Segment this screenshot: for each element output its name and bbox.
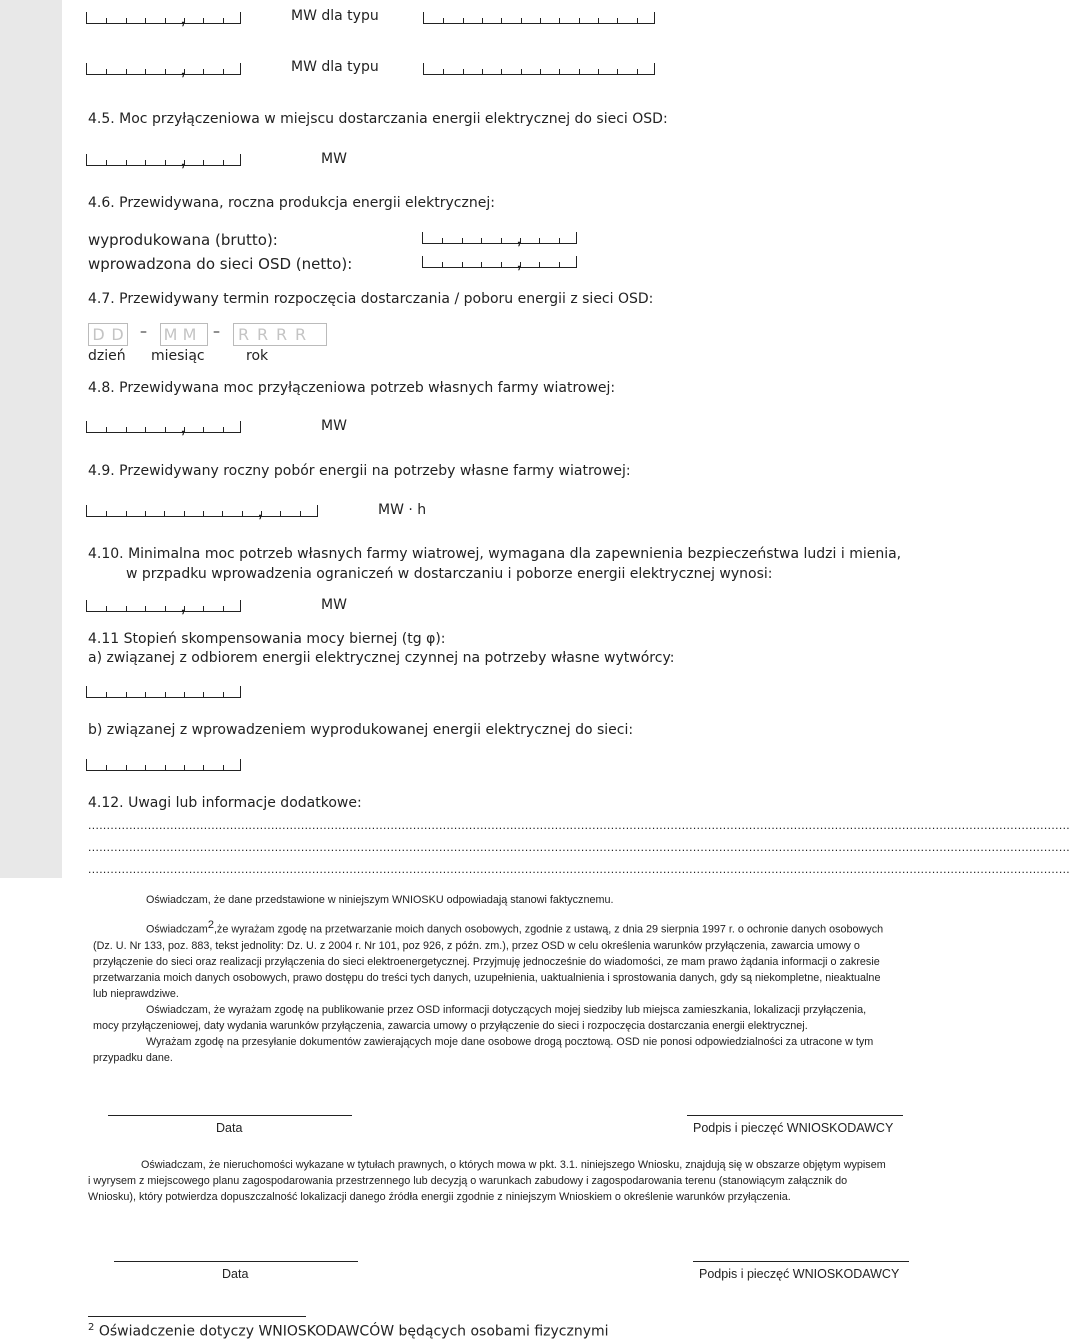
digit-separator xyxy=(203,511,204,516)
digit-separator xyxy=(106,765,107,770)
declaration-line: i wyrysem z miejscowego planu zagospodarowania przestrzennego lub decyzją o warunkach zabudowy i zagospodarowania terenu (stanowiącym załącznik do xyxy=(88,1175,848,1187)
section-4-7-heading: 4.7. Przewidywany termin rozpoczęcia dostarczania / poboru energii z sieci OSD: xyxy=(88,291,654,307)
digit-separator xyxy=(126,18,127,23)
decimal-comma: , xyxy=(180,62,186,79)
digit-separator xyxy=(443,18,444,23)
digit-separator xyxy=(501,238,502,243)
digit-separator xyxy=(145,511,146,516)
digit-separator xyxy=(203,69,204,74)
digit-separator xyxy=(126,606,127,611)
digit-separator xyxy=(617,69,618,74)
declaration-line: przyłączenie do sieci oraz realizacji przyłączenia do sieci elektroenergetycznej. Przyjmuję jednocześnie do wiadomości, ze mam prawo żądania informacji o zakresie xyxy=(93,955,880,968)
section-4-10-heading-cont: w przpadku wprowadzenia ograniczeń w dostarczaniu i poborze energii elektrycznej wynosi: xyxy=(126,566,773,582)
digit-separator xyxy=(223,692,224,697)
signature-line[interactable] xyxy=(687,1115,903,1116)
declaration-line: mocy przyłączeniowej, daty wydania warunków przyłączenia, zawarcia umowy o przyłączenie do sieci i rozpoczęcia dostarczania energii elektrycznej. xyxy=(93,1019,808,1032)
declaration-publication: Oświadczam, że wyrażam zgodę na publikowanie przez OSD informacji dotyczących mojej siedziby lub miejsca zamieszkania, lokalizacji przyłączenia, xyxy=(146,1003,867,1016)
digit-separator xyxy=(242,511,243,516)
netto-field[interactable] xyxy=(422,255,577,272)
date-label: Data xyxy=(222,1267,249,1281)
digit-separator xyxy=(126,765,127,770)
own-needs-energy-field[interactable] xyxy=(86,504,318,521)
date-label: Data xyxy=(216,1121,243,1135)
digit-separator xyxy=(598,18,599,23)
digit-separator xyxy=(501,69,502,74)
digit-separator xyxy=(106,69,107,74)
remarks-line-1[interactable]: ....................................................................................................................................................................................................................................................................... xyxy=(88,818,1070,832)
digit-separator xyxy=(165,692,166,697)
decimal-comma: , xyxy=(180,153,186,170)
digit-separator xyxy=(540,18,541,23)
declaration-line: przetwarzania moich danych osobowych, prawo dostępu do treści tych danych, uzupełnienia, uaktualnienia i sprostowania danych, gdy są niekompletne, nieaktualne xyxy=(93,971,881,984)
digit-separator xyxy=(481,262,482,267)
digit-separator xyxy=(539,262,540,267)
digit-separator xyxy=(126,69,127,74)
digit-separator xyxy=(598,69,599,74)
section-4-10-heading: 4.10. Minimalna moc potrzeb własnych farmy wiatrowej, wymagana dla zapewnienia bezpieczeństwa ludzi i mienia, xyxy=(88,546,902,562)
digit-separator xyxy=(145,765,146,770)
page-margin-bar xyxy=(0,0,62,878)
digit-separator xyxy=(559,238,560,243)
connection-power-field[interactable] xyxy=(86,153,241,170)
digit-separator xyxy=(203,18,204,23)
day-field[interactable] xyxy=(88,323,128,346)
digit-separator xyxy=(203,160,204,165)
digit-separator xyxy=(559,18,560,23)
digit-separator xyxy=(442,238,443,243)
digit-separator xyxy=(165,606,166,611)
digit-separator xyxy=(203,765,204,770)
brutto-label: wyprodukowana (brutto): xyxy=(88,231,278,249)
minimum-power-field[interactable] xyxy=(86,599,241,616)
digit-separator xyxy=(184,692,185,697)
digit-separator xyxy=(106,427,107,432)
footnote xyxy=(88,1322,609,1340)
declaration-text: ,że wyrażam zgodę na przetwarzanie moich danych osobowych, zgodnie z ustawą, z dnia 29 sierpnia 1997 r. o ochronie danych osobowych xyxy=(213,923,884,936)
digit-separator xyxy=(106,606,107,611)
digit-separator xyxy=(165,69,166,74)
digit-separator xyxy=(462,262,463,267)
unit-label: MW dla typu xyxy=(291,59,379,75)
footnote-ref: 2 xyxy=(207,919,214,931)
year-placeholder: R xyxy=(275,325,288,344)
declaration-line: Oświadczam, że nieruchomości wykazane w tytułach prawnych, o których mowa w pkt. 3.1. niniejszego Wniosku, znajdują się w obszarze objętym wypisem xyxy=(141,1159,886,1171)
declaration-line: lub nieprawdziwe. xyxy=(93,987,179,1000)
signature-label: Podpis i pieczęć WNIOSKODAWCY xyxy=(699,1267,900,1281)
digit-separator xyxy=(280,511,281,516)
digit-separator xyxy=(106,692,107,697)
digit-separator xyxy=(165,765,166,770)
digit-separator xyxy=(521,18,522,23)
digit-separator xyxy=(579,69,580,74)
digit-separator xyxy=(126,427,127,432)
tg-phi-b-field[interactable] xyxy=(86,759,241,771)
digit-separator xyxy=(203,692,204,697)
unit-label: MW xyxy=(321,418,347,434)
section-4-9-heading: 4.9. Przewidywany roczny pobór energii na potrzeby własne farmy wiatrowej: xyxy=(88,463,631,479)
digit-separator xyxy=(501,262,502,267)
section-4-11-heading: 4.11 Stopień skompensowania mocy biernej (tg φ): xyxy=(88,631,446,647)
remarks-line-2[interactable]: ....................................................................................................................................................................................................................................................................... xyxy=(88,840,1070,854)
digit-separator xyxy=(223,69,224,74)
section-4-11-b-label: b) związanej z wprowadzeniem wyprodukowanej energii elektrycznej do sieci: xyxy=(88,722,634,738)
digit-separator xyxy=(223,427,224,432)
year-placeholder: R xyxy=(256,325,269,344)
section-4-5-heading: 4.5. Moc przyłączeniowa w miejscu dostarczania energii elektrycznej do sieci OSD: xyxy=(88,111,668,127)
mw-value-field-2[interactable] xyxy=(86,62,241,79)
footnote-text: Oświadczenie dotyczy WNIOSKODAWCÓW będących osobami fizycznymi xyxy=(98,1323,609,1340)
unit-label: MW xyxy=(321,151,347,167)
digit-separator xyxy=(184,511,185,516)
digit-separator xyxy=(223,765,224,770)
digit-separator xyxy=(184,765,185,770)
digit-separator xyxy=(222,511,223,516)
digit-separator xyxy=(442,262,443,267)
digit-separator xyxy=(559,262,560,267)
digit-separator xyxy=(617,18,618,23)
digit-separator xyxy=(223,606,224,611)
digit-separator xyxy=(126,160,127,165)
digit-separator xyxy=(203,427,204,432)
digit-separator xyxy=(106,511,107,516)
decimal-comma: , xyxy=(180,599,186,616)
digit-separator xyxy=(223,160,224,165)
digit-separator xyxy=(126,511,127,516)
footnote-separator xyxy=(88,1316,306,1317)
brutto-field[interactable] xyxy=(422,231,577,248)
unit-label: MW · h xyxy=(378,502,427,518)
year-label: rok xyxy=(246,348,269,364)
year-placeholder: R xyxy=(294,325,307,344)
decimal-comma: , xyxy=(180,420,186,437)
mw-value-field-1[interactable] xyxy=(86,11,241,28)
footnote-number: 2 xyxy=(88,1322,95,1333)
digit-separator xyxy=(223,18,224,23)
declaration-line: Wniosku), który potwierdza dopuszczalność lokalizacji danego źródła energii zgodnie z niniejszym Wnioskiem o określenie warunków przyłączenia. xyxy=(88,1191,791,1203)
digit-separator xyxy=(126,692,127,697)
declaration-line: (Dz. U. Nr 133, poz. 883, tekst jednolity: Dz. U. z 2004 r. Nr 101, poz 926, z późn. zm.), przez OSD w celu określenia warunków przyłączenia, zawarcia umowy o xyxy=(93,939,860,952)
unit-label: MW xyxy=(321,597,347,613)
signature-label: Podpis i pieczęć WNIOSKODAWCY xyxy=(693,1121,894,1135)
section-4-11-a-label: a) związanej z odbiorem energii elektrycznej czynnej na potrzeby własne wytwórcy: xyxy=(88,650,675,666)
declaration-truth: Oświadczam, że dane przedstawione w niniejszym WNIOSKU odpowiadają stanowi faktycznemu. xyxy=(146,894,614,906)
section-4-8-heading: 4.8. Przewidywana moc przyłączeniowa potrzeb własnych farmy wiatrowej: xyxy=(88,380,616,396)
digit-separator xyxy=(165,160,166,165)
digit-separator xyxy=(443,69,444,74)
digit-separator xyxy=(501,18,502,23)
section-4-6-heading: 4.6. Przewidywana, roczna produkcja energii elektrycznej: xyxy=(88,195,495,211)
digit-separator xyxy=(539,238,540,243)
month-placeholder: M xyxy=(163,325,178,344)
digit-separator xyxy=(145,69,146,74)
digit-separator xyxy=(481,238,482,243)
digit-separator xyxy=(145,606,146,611)
digit-separator xyxy=(521,69,522,74)
day-placeholder: D xyxy=(92,325,105,344)
digit-separator xyxy=(462,238,463,243)
digit-separator xyxy=(145,18,146,23)
section-4-12-heading: 4.12. Uwagi lub informacje dodatkowe: xyxy=(88,795,362,811)
day-placeholder: D xyxy=(111,325,124,344)
declaration-line: przypadku dane. xyxy=(93,1051,173,1064)
signature-line[interactable] xyxy=(693,1261,909,1262)
digit-separator xyxy=(463,69,464,74)
digit-separator xyxy=(145,160,146,165)
year-placeholder: R xyxy=(237,325,250,344)
digit-separator xyxy=(559,69,560,74)
digit-separator xyxy=(482,69,483,74)
date-separator: – xyxy=(213,324,220,340)
tg-phi-a-field[interactable] xyxy=(86,686,241,698)
date-signature-line[interactable] xyxy=(108,1115,352,1116)
month-label: miesiąc xyxy=(151,348,205,364)
declaration-data-processing xyxy=(93,917,959,938)
remarks-line-3[interactable]: ....................................................................................................................................................................................................................................................................... xyxy=(88,862,1070,876)
declaration-start: Oświadczam xyxy=(146,923,208,936)
digit-separator xyxy=(106,160,107,165)
decimal-comma: , xyxy=(180,11,186,28)
own-needs-power-field[interactable] xyxy=(86,420,241,437)
digit-separator xyxy=(165,427,166,432)
year-field[interactable] xyxy=(233,323,327,346)
digit-separator xyxy=(540,69,541,74)
digit-separator xyxy=(203,606,204,611)
digit-separator xyxy=(300,511,301,516)
digit-separator xyxy=(637,18,638,23)
digit-separator xyxy=(165,18,166,23)
digit-separator xyxy=(106,18,107,23)
type-field-1[interactable] xyxy=(423,12,655,24)
day-label: dzień xyxy=(88,348,126,364)
declaration-post: Wyrażam zgodę na przesyłanie dokumentów zawierających moje dane osobowe drogą pocztową. OSD nie ponosi odpowiedzialności za utracone w tym xyxy=(146,1035,874,1048)
decimal-comma: , xyxy=(516,231,522,248)
digit-separator xyxy=(145,692,146,697)
unit-label: MW dla typu xyxy=(291,8,379,24)
digit-separator xyxy=(463,18,464,23)
date-signature-line[interactable] xyxy=(114,1261,358,1262)
digit-separator xyxy=(164,511,165,516)
digit-separator xyxy=(637,69,638,74)
netto-label: wprowadzona do sieci OSD (netto): xyxy=(88,255,353,273)
decimal-comma: , xyxy=(258,504,263,521)
declarations xyxy=(93,892,959,1066)
digit-separator xyxy=(579,18,580,23)
digit-separator xyxy=(145,427,146,432)
type-field-2[interactable] xyxy=(423,63,655,75)
declaration-property xyxy=(88,1157,959,1205)
decimal-comma: , xyxy=(516,255,522,272)
digit-separator xyxy=(482,18,483,23)
month-placeholder: M xyxy=(182,325,197,344)
month-field[interactable] xyxy=(160,323,208,346)
date-separator: – xyxy=(140,324,147,340)
